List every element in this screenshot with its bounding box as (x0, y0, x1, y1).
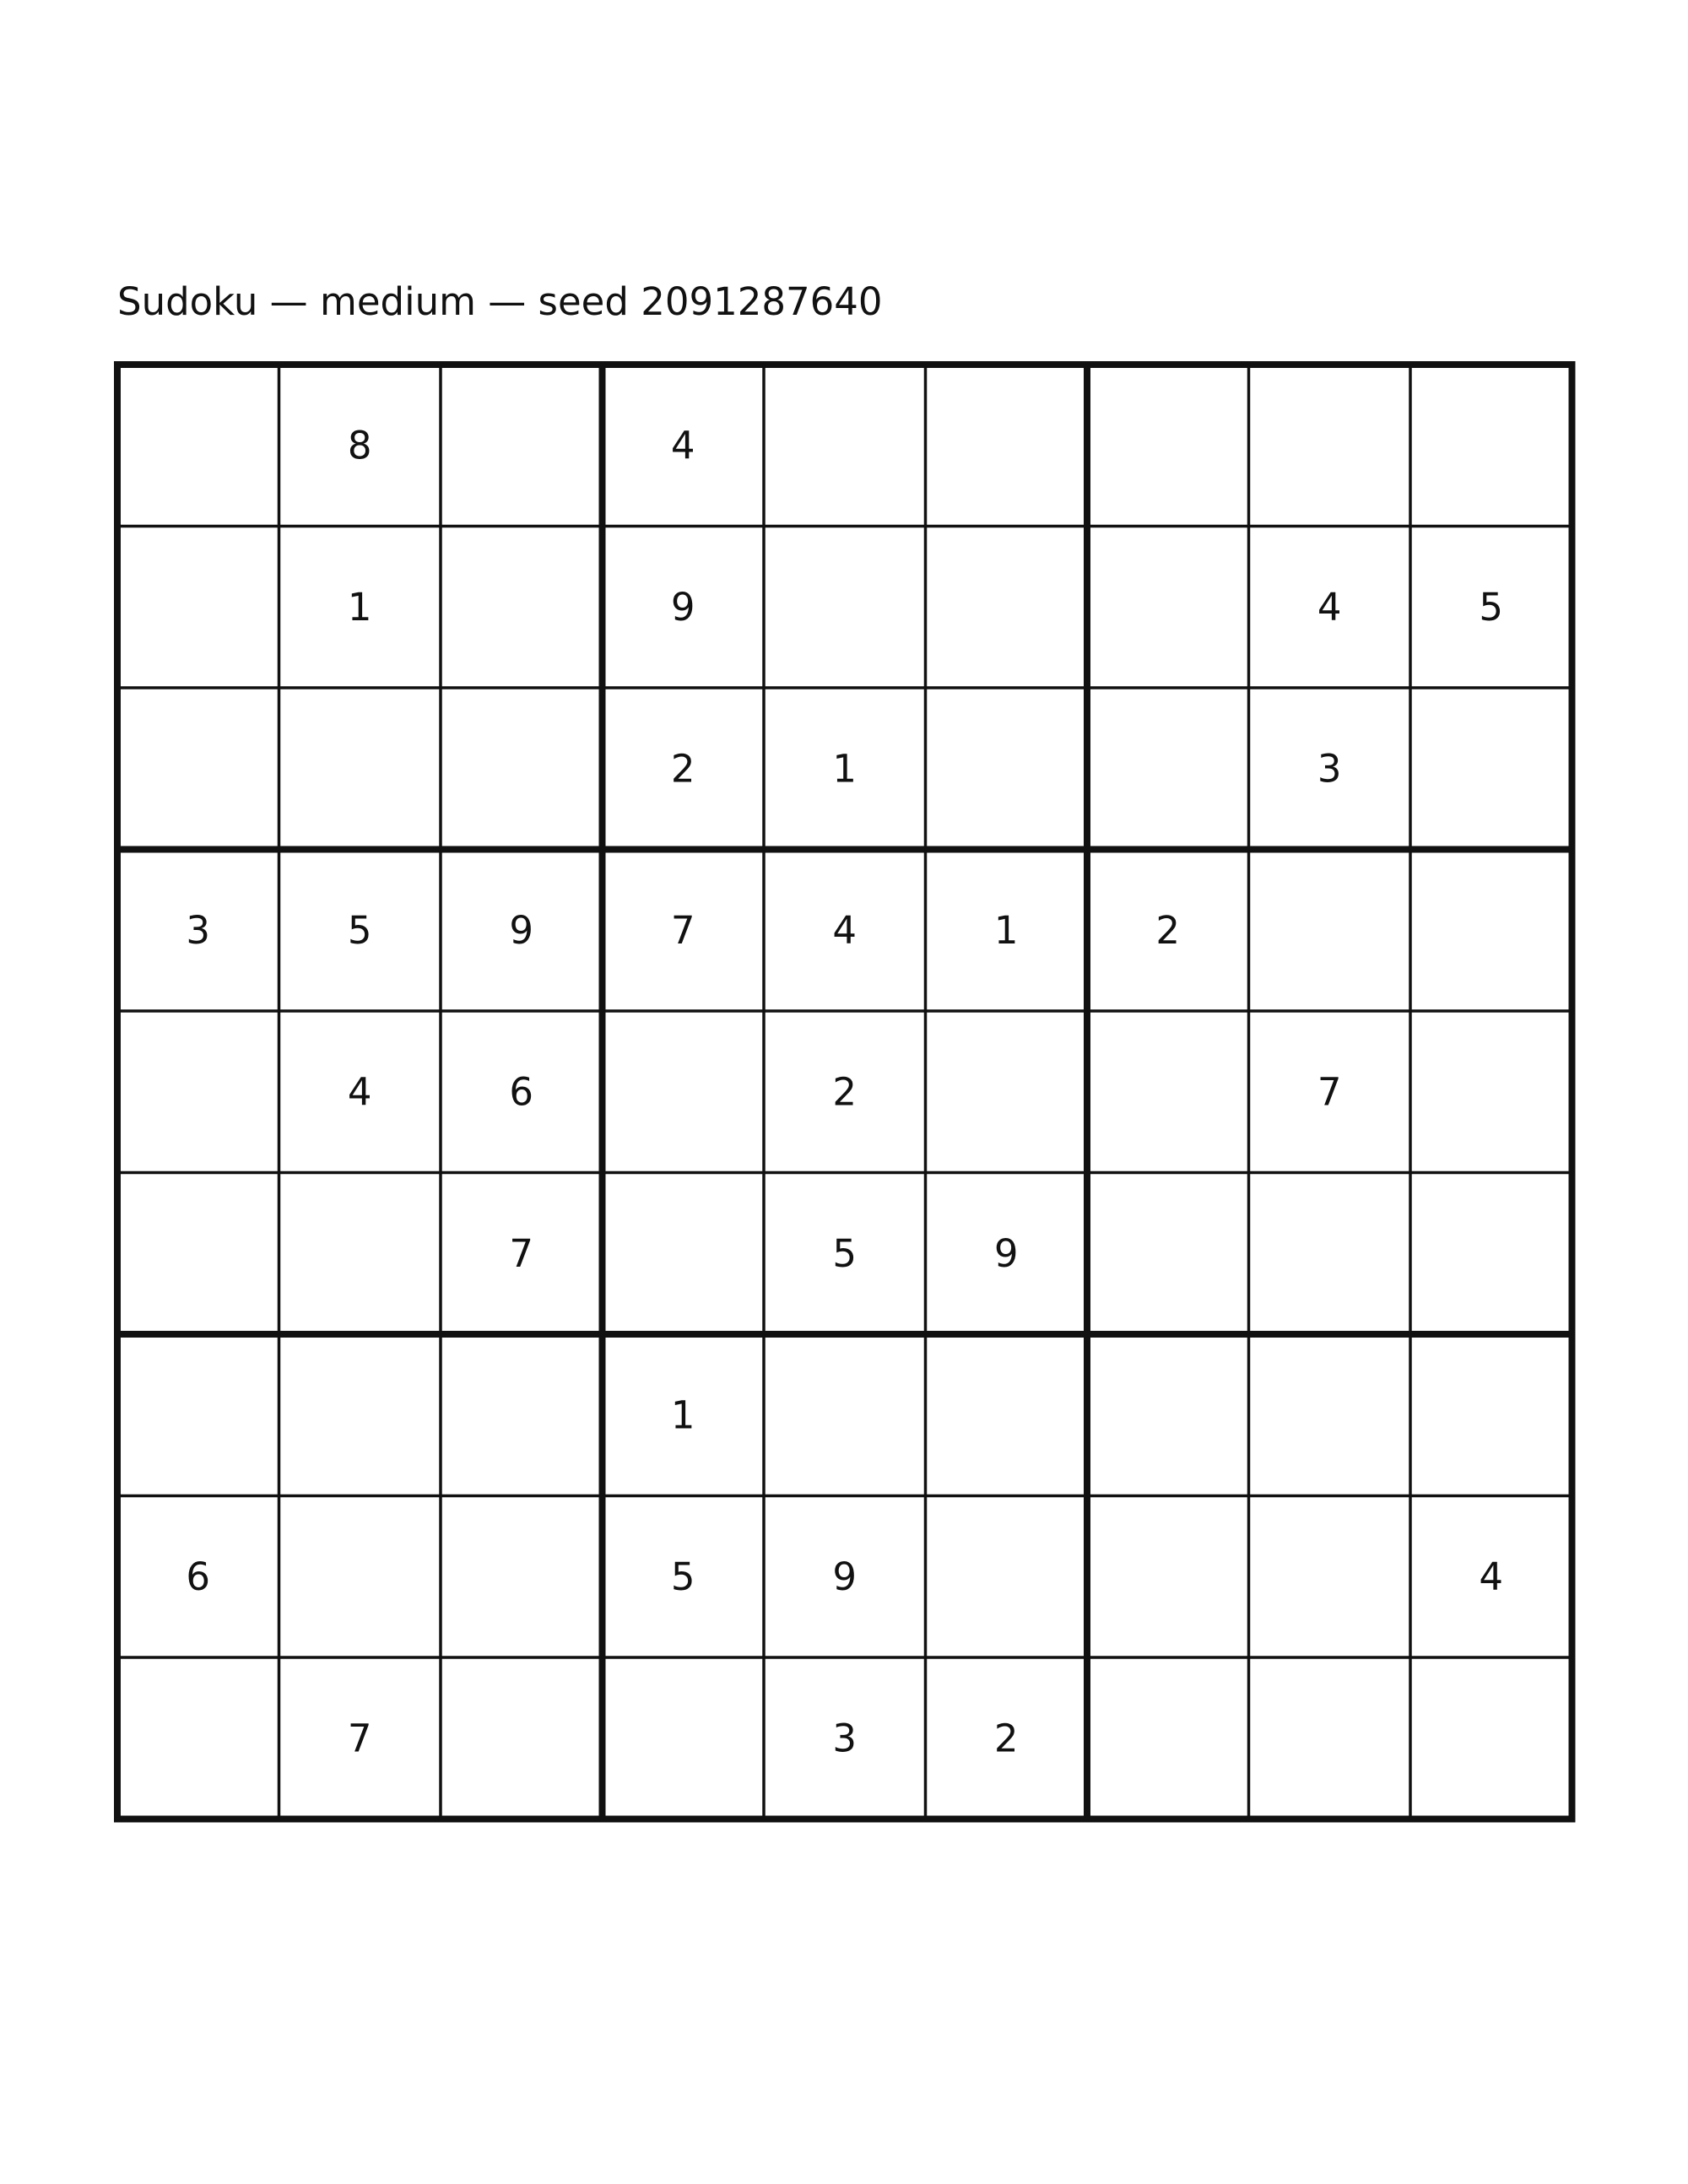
cell-background (1410, 850, 1572, 1012)
cell-r7-c5[interactable] (764, 1334, 926, 1496)
cell-r9-c1[interactable] (117, 1657, 279, 1819)
puzzle-title: Sudoku — medium — seed 2091287640 (117, 279, 883, 324)
cell-digit: 9 (832, 1554, 858, 1599)
cell-background (279, 688, 441, 850)
cell-r3-c4[interactable] (603, 688, 765, 850)
cell-background (117, 1011, 279, 1173)
cell-background (926, 365, 1088, 527)
cell-r1-c5[interactable] (764, 365, 926, 527)
cell-background (441, 1657, 603, 1819)
cell-r7-c8[interactable] (1249, 1334, 1411, 1496)
cell-background (117, 688, 279, 850)
cell-r1-c6[interactable] (926, 365, 1088, 527)
cell-background (279, 1334, 441, 1496)
cell-digit: 8 (347, 423, 372, 468)
cell-r4-c8[interactable] (1249, 850, 1411, 1012)
cell-r8-c9[interactable] (1410, 1496, 1572, 1658)
cell-r1-c4[interactable] (603, 365, 765, 527)
cell-background (1087, 527, 1249, 689)
cell-r8-c5[interactable] (764, 1496, 926, 1658)
cell-r4-c9[interactable] (1410, 850, 1572, 1012)
cell-background (441, 527, 603, 689)
cell-r3-c7[interactable] (1087, 688, 1249, 850)
cell-r9-c7[interactable] (1087, 1657, 1249, 1819)
cell-r8-c7[interactable] (1087, 1496, 1249, 1658)
cell-background (441, 1496, 603, 1658)
cell-background (279, 1496, 441, 1658)
cell-r3-c6[interactable] (926, 688, 1088, 850)
cell-r5-c5[interactable] (764, 1011, 926, 1173)
cell-digit: 1 (832, 746, 858, 792)
cell-background (1087, 688, 1249, 850)
cell-r7-c4[interactable] (603, 1334, 765, 1496)
cell-r6-c9[interactable] (1410, 1173, 1572, 1335)
cell-r6-c3[interactable] (441, 1173, 603, 1335)
cell-r8-c2[interactable] (279, 1496, 441, 1658)
cell-digit: 9 (993, 1230, 1019, 1276)
cell-background (117, 1173, 279, 1335)
cell-r4-c3[interactable] (441, 850, 603, 1012)
cell-r9-c4[interactable] (603, 1657, 765, 1819)
cell-background (1410, 365, 1572, 527)
cell-background (1410, 1657, 1572, 1819)
cell-r6-c8[interactable] (1249, 1173, 1411, 1335)
cell-r4-c6[interactable] (926, 850, 1088, 1012)
cell-digit: 1 (670, 1392, 695, 1438)
cell-digit: 3 (186, 907, 211, 953)
cell-background (603, 1657, 765, 1819)
cell-r7-c9[interactable] (1410, 1334, 1572, 1496)
cell-r6-c7[interactable] (1087, 1173, 1249, 1335)
cell-background (926, 527, 1088, 689)
cell-r2-c5[interactable] (764, 527, 926, 689)
cell-background (1249, 1173, 1411, 1335)
cell-digit: 4 (832, 907, 858, 953)
cell-r5-c6[interactable] (926, 1011, 1088, 1173)
cell-r4-c2[interactable] (279, 850, 441, 1012)
cell-background (926, 1011, 1088, 1173)
cell-r4-c4[interactable] (603, 850, 765, 1012)
cell-r2-c1[interactable] (117, 527, 279, 689)
cell-digit: 7 (509, 1230, 534, 1276)
cell-digit: 2 (832, 1069, 858, 1115)
cell-r8-c3[interactable] (441, 1496, 603, 1658)
cell-r3-c9[interactable] (1410, 688, 1572, 850)
cell-r2-c7[interactable] (1087, 527, 1249, 689)
cell-r9-c3[interactable] (441, 1657, 603, 1819)
cell-background (441, 365, 603, 527)
cell-r3-c2[interactable] (279, 688, 441, 850)
cell-background (279, 1173, 441, 1335)
cell-background (1087, 1496, 1249, 1658)
cell-digit: 2 (1155, 907, 1181, 953)
cell-r4-c7[interactable] (1087, 850, 1249, 1012)
cell-r1-c1[interactable] (117, 365, 279, 527)
cell-r9-c2[interactable] (279, 1657, 441, 1819)
cell-background (1410, 1334, 1572, 1496)
cell-r1-c8[interactable] (1249, 365, 1411, 527)
cell-r1-c2[interactable] (279, 365, 441, 527)
cell-background (603, 1011, 765, 1173)
cell-background (1410, 688, 1572, 850)
cell-background (1249, 1657, 1411, 1819)
cell-r1-c9[interactable] (1410, 365, 1572, 527)
cell-digit: 9 (509, 907, 534, 953)
cell-background (764, 365, 926, 527)
cell-r5-c7[interactable] (1087, 1011, 1249, 1173)
cell-digit: 4 (1317, 584, 1342, 630)
cell-r5-c8[interactable] (1249, 1011, 1411, 1173)
cell-digit: 6 (509, 1069, 534, 1115)
cell-digit: 3 (1317, 746, 1342, 792)
cell-background (764, 1334, 926, 1496)
cell-background (926, 1496, 1088, 1658)
cell-layer (117, 365, 1572, 1819)
cell-background (1249, 1334, 1411, 1496)
cell-background (117, 527, 279, 689)
cell-background (1087, 365, 1249, 527)
cell-r9-c6[interactable] (926, 1657, 1088, 1819)
cell-background (1410, 1011, 1572, 1173)
cell-r5-c2[interactable] (279, 1011, 441, 1173)
cell-r9-c5[interactable] (764, 1657, 926, 1819)
cell-r2-c6[interactable] (926, 527, 1088, 689)
cell-background (441, 688, 603, 850)
cell-digit: 5 (1479, 584, 1504, 630)
cell-digit: 1 (347, 584, 372, 630)
cell-r1-c7[interactable] (1087, 365, 1249, 527)
cell-digit: 4 (670, 423, 695, 468)
cell-background (117, 1657, 279, 1819)
cell-r2-c4[interactable] (603, 527, 765, 689)
cell-background (1087, 1173, 1249, 1335)
cell-r5-c9[interactable] (1410, 1011, 1572, 1173)
cell-background (1249, 1496, 1411, 1658)
cell-r7-c6[interactable] (926, 1334, 1088, 1496)
cell-background (1410, 1173, 1572, 1335)
cell-r3-c1[interactable] (117, 688, 279, 850)
cell-r8-c8[interactable] (1249, 1496, 1411, 1658)
cell-digit: 3 (832, 1716, 858, 1761)
cell-r3-c5[interactable] (764, 688, 926, 850)
cell-r5-c1[interactable] (117, 1011, 279, 1173)
cell-background (1249, 850, 1411, 1012)
cell-background (603, 1173, 765, 1335)
cell-digit: 7 (1317, 1069, 1342, 1115)
cell-r7-c3[interactable] (441, 1334, 603, 1496)
cell-digit: 5 (347, 907, 372, 953)
cell-r2-c8[interactable] (1249, 527, 1411, 689)
cell-r7-c1[interactable] (117, 1334, 279, 1496)
cell-digit: 5 (670, 1554, 695, 1599)
cell-r6-c2[interactable] (279, 1173, 441, 1335)
cell-r7-c7[interactable] (1087, 1334, 1249, 1496)
cell-digit: 2 (670, 746, 695, 792)
cell-r7-c2[interactable] (279, 1334, 441, 1496)
cell-r8-c6[interactable] (926, 1496, 1088, 1658)
cell-r5-c3[interactable] (441, 1011, 603, 1173)
cell-background (1087, 1334, 1249, 1496)
cell-r9-c9[interactable] (1410, 1657, 1572, 1819)
cell-r6-c6[interactable] (926, 1173, 1088, 1335)
cell-digit: 4 (1479, 1554, 1504, 1599)
cell-digit: 5 (832, 1230, 858, 1276)
cell-r3-c8[interactable] (1249, 688, 1411, 850)
cell-background (1249, 365, 1411, 527)
cell-background (117, 1334, 279, 1496)
cell-r8-c4[interactable] (603, 1496, 765, 1658)
cell-background (926, 688, 1088, 850)
cell-digit: 6 (186, 1554, 211, 1599)
cell-digit: 9 (670, 584, 695, 630)
cell-r2-c9[interactable] (1410, 527, 1572, 689)
cell-r3-c3[interactable] (441, 688, 603, 850)
cell-r6-c5[interactable] (764, 1173, 926, 1335)
cell-digit: 2 (993, 1716, 1019, 1761)
cell-r2-c2[interactable] (279, 527, 441, 689)
cell-r6-c1[interactable] (117, 1173, 279, 1335)
cell-r1-c3[interactable] (441, 365, 603, 527)
cell-r6-c4[interactable] (603, 1173, 765, 1335)
cell-r4-c1[interactable] (117, 850, 279, 1012)
cell-digit: 7 (347, 1716, 372, 1761)
cell-digit: 1 (993, 907, 1019, 953)
cell-digit: 7 (670, 907, 695, 953)
cell-r4-c5[interactable] (764, 850, 926, 1012)
cell-r8-c1[interactable] (117, 1496, 279, 1658)
cell-background (1087, 1011, 1249, 1173)
cell-digit: 4 (347, 1069, 372, 1115)
cell-background (764, 527, 926, 689)
cell-r2-c3[interactable] (441, 527, 603, 689)
cell-background (926, 1334, 1088, 1496)
cell-background (441, 1334, 603, 1496)
cell-background (117, 365, 279, 527)
cell-r9-c8[interactable] (1249, 1657, 1411, 1819)
cell-background (1087, 1657, 1249, 1819)
cell-r5-c4[interactable] (603, 1011, 765, 1173)
